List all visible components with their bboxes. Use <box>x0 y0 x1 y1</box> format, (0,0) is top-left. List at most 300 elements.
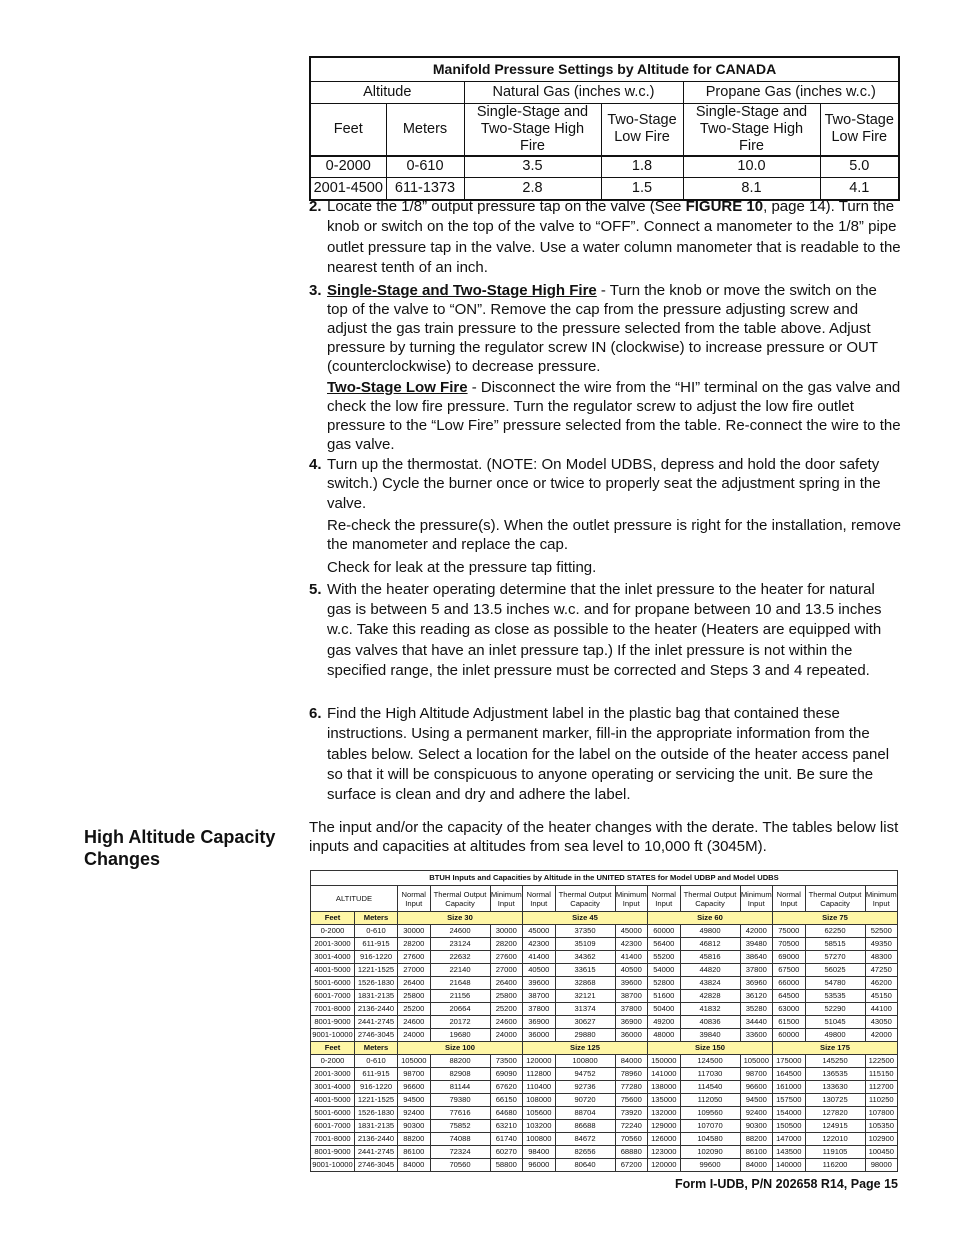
table-cell: 29880 <box>555 1029 615 1042</box>
table-cell: 916-1220 <box>355 951 398 964</box>
table-cell: 10.0 <box>683 156 820 178</box>
table-cell: 38700 <box>523 990 556 1003</box>
normal-input-header: Normal Input <box>773 886 806 912</box>
table-cell: 69090 <box>490 1068 523 1081</box>
table-cell: 24600 <box>430 925 490 938</box>
table-cell: 0-610 <box>355 1055 398 1068</box>
table-cell: 175000 <box>773 1055 806 1068</box>
step-text: - Turn the knob or move the switch on the top of the valve to “ON”. Remove the cap from the pressure adjusting screw and adjust the gas train pressure to the pressure selected from the table above. Adjust pressure by turning the regulator screw IN (clockwise) to increase pressure or OUT (counterclockwise) to decrease pressure. <box>327 282 878 375</box>
minimum-input-header: Minimum Input <box>740 886 773 912</box>
table-cell: 24000 <box>398 1029 431 1042</box>
table-cell: 28200 <box>490 938 523 951</box>
thermal-output-header: Thermal Output Capacity <box>805 886 865 912</box>
table-cell: 107800 <box>865 1107 898 1120</box>
table-cell: 42300 <box>523 938 556 951</box>
table-cell: 1221-1525 <box>355 1094 398 1107</box>
table-cell: 82656 <box>555 1146 615 1159</box>
table-cell: 51600 <box>648 990 681 1003</box>
table-cell: 96600 <box>398 1081 431 1094</box>
table-cell: 36960 <box>740 977 773 990</box>
step-number: 2. <box>309 198 322 215</box>
minimum-input-header: Minimum Input <box>615 886 648 912</box>
table-cell: 68880 <box>615 1146 648 1159</box>
normal-input-header: Normal Input <box>523 886 556 912</box>
table-cell: 161000 <box>773 1081 806 1094</box>
step-number: 4. <box>309 456 322 473</box>
table-cell: 88200 <box>398 1133 431 1146</box>
feet-header: Feet <box>311 1042 355 1055</box>
table-cell: 27000 <box>490 964 523 977</box>
section-intro: The input and/or the capacity of the heater changes with the derate. The tables below list inputs and capacities at altitudes from sea level to 10,000 ft (3045M). <box>309 819 899 855</box>
table-cell: 5.0 <box>820 156 899 178</box>
table-cell: 63000 <box>773 1003 806 1016</box>
table-cell: 136535 <box>805 1068 865 1081</box>
table-cell: 70560 <box>615 1133 648 1146</box>
size-label: Size 75 <box>773 912 898 925</box>
table-cell: 49800 <box>805 1029 865 1042</box>
table-cell: 26400 <box>490 977 523 990</box>
table-cell: 48000 <box>648 1029 681 1042</box>
step-text: , page 14). Turn the knob or switch on the top of the valve to “OFF”. Connect a manometer to the 1/8” pipe outlet pressure tap in the valve. Use a water column manometer that is readable to the nearest tenth of an inch. <box>327 198 901 276</box>
table-cell: 27600 <box>490 951 523 964</box>
table-cell: 24600 <box>398 1016 431 1029</box>
btuh-capacity-table <box>310 870 898 1172</box>
table-cell: 42828 <box>680 990 740 1003</box>
size-header-row <box>311 1042 898 1055</box>
size-label: Size 30 <box>398 912 523 925</box>
table-cell: 81144 <box>430 1081 490 1094</box>
canada-manifold-pressure-table <box>309 56 900 201</box>
step-number: 5. <box>309 581 322 598</box>
table-cell: 109560 <box>680 1107 740 1120</box>
table-row <box>311 1016 898 1029</box>
table-cell: 27000 <box>398 964 431 977</box>
table-cell: 50400 <box>648 1003 681 1016</box>
table-cell: 94500 <box>740 1094 773 1107</box>
table-cell: 104580 <box>680 1133 740 1146</box>
table-cell: 2001-3000 <box>311 1068 355 1081</box>
step-text: Turn up the thermostat. (NOTE: On Model UDBS, depress and hold the door safety switch.) Cycle the burner once or twice to properly seat the adjustment spring in the valve. <box>327 456 881 512</box>
table-cell: 115150 <box>865 1068 898 1081</box>
table-cell: 77616 <box>430 1107 490 1120</box>
table-cell: 120000 <box>523 1055 556 1068</box>
table-cell: 32121 <box>555 990 615 1003</box>
table-cell: 43050 <box>865 1016 898 1029</box>
table-cell: 37350 <box>555 925 615 938</box>
table-cell: 100800 <box>523 1133 556 1146</box>
table-row <box>311 1146 898 1159</box>
table-cell: 37800 <box>523 1003 556 1016</box>
table-cell: 112050 <box>680 1094 740 1107</box>
table-row <box>310 156 899 178</box>
table-cell: 25800 <box>398 990 431 1003</box>
step-text: Re-check the pressure(s). When the outlet pressure is right for the installation, remove the manometer and replace the cap. <box>327 516 901 553</box>
table-cell: 41400 <box>523 951 556 964</box>
table-cell: 27600 <box>398 951 431 964</box>
table-cell: 105600 <box>523 1107 556 1120</box>
table-cell: 82908 <box>430 1068 490 1081</box>
table-row <box>311 990 898 1003</box>
table-cell: 33600 <box>740 1029 773 1042</box>
table-cell: 100450 <box>865 1146 898 1159</box>
table-cell: 150500 <box>773 1120 806 1133</box>
table-cell: 611-915 <box>355 1068 398 1081</box>
table-cell: 23124 <box>430 938 490 951</box>
table-cell: 130725 <box>805 1094 865 1107</box>
table-cell: 36900 <box>523 1016 556 1029</box>
table-cell: 88200 <box>740 1133 773 1146</box>
size-header-row <box>311 912 898 925</box>
table-cell: 54780 <box>805 977 865 990</box>
table-cell: 42300 <box>615 938 648 951</box>
table-cell: 2001-3000 <box>311 938 355 951</box>
table-cell: 37800 <box>740 964 773 977</box>
thermal-output-header: Thermal Output Capacity <box>680 886 740 912</box>
size-label: Size 125 <box>523 1042 648 1055</box>
table-row <box>311 1120 898 1133</box>
table-cell: 77280 <box>615 1081 648 1094</box>
table-cell: 88200 <box>430 1055 490 1068</box>
table-cell: 154000 <box>773 1107 806 1120</box>
table-cell: 120000 <box>648 1159 681 1172</box>
table-cell: 86100 <box>740 1146 773 1159</box>
table-row <box>311 1133 898 1146</box>
two-stage-low-fire-heading: Two-Stage Low Fire <box>327 379 468 396</box>
table-cell: 49350 <box>865 938 898 951</box>
size-label: Size 45 <box>523 912 648 925</box>
table-cell: 116200 <box>805 1159 865 1172</box>
table-cell: 53535 <box>805 990 865 1003</box>
table-cell: 42000 <box>865 1029 898 1042</box>
table-cell: 44100 <box>865 1003 898 1016</box>
table-cell: 58800 <box>490 1159 523 1172</box>
table-cell: 52290 <box>805 1003 865 1016</box>
table-cell: 110250 <box>865 1094 898 1107</box>
table-cell: 47250 <box>865 964 898 977</box>
table-cell: 45150 <box>865 990 898 1003</box>
altitude-header: Altitude <box>310 81 464 103</box>
table-cell: 1526-1830 <box>355 977 398 990</box>
table-cell: 1831-2135 <box>355 990 398 1003</box>
size-label: Size 100 <box>398 1042 523 1055</box>
size-label: Size 60 <box>648 912 773 925</box>
feet-header: Feet <box>310 103 386 156</box>
table-cell: 45816 <box>680 951 740 964</box>
table-cell: 4001-5000 <box>311 1094 355 1107</box>
table-cell: 90300 <box>398 1120 431 1133</box>
table-cell: 75852 <box>430 1120 490 1133</box>
table-cell: 36000 <box>523 1029 556 1042</box>
table-cell: 3.5 <box>464 156 601 178</box>
table-cell: 34440 <box>740 1016 773 1029</box>
table-cell: 75000 <box>773 925 806 938</box>
table-cell: 30000 <box>490 925 523 938</box>
table-cell: 7001-8000 <box>311 1003 355 1016</box>
table-cell: 98700 <box>398 1068 431 1081</box>
table-cell: 61740 <box>490 1133 523 1146</box>
table-cell: 2746-3045 <box>355 1029 398 1042</box>
step-3 <box>309 281 901 454</box>
propane-gas-header: Propane Gas (inches w.c.) <box>683 81 899 103</box>
minimum-input-header: Minimum Input <box>865 886 898 912</box>
table-cell: 64680 <box>490 1107 523 1120</box>
table-row <box>311 938 898 951</box>
table-cell: 84000 <box>615 1055 648 1068</box>
table-cell: 60000 <box>773 1029 806 1042</box>
table-cell: 140000 <box>773 1159 806 1172</box>
table-cell: 107070 <box>680 1120 740 1133</box>
table-cell: 102090 <box>680 1146 740 1159</box>
table-cell: 22632 <box>430 951 490 964</box>
table-cell: 73500 <box>490 1055 523 1068</box>
table-cell: 32868 <box>555 977 615 990</box>
size-label: Size 150 <box>648 1042 773 1055</box>
table-cell: 0-610 <box>355 925 398 938</box>
table-cell: 62250 <box>805 925 865 938</box>
table-cell: 37800 <box>615 1003 648 1016</box>
table-cell: 138000 <box>648 1081 681 1094</box>
table-cell: 122010 <box>805 1133 865 1146</box>
table-cell: 60270 <box>490 1146 523 1159</box>
table-cell: 52500 <box>865 925 898 938</box>
table-cell: 35280 <box>740 1003 773 1016</box>
table-cell: 135000 <box>648 1094 681 1107</box>
table-cell: 2441-2745 <box>355 1016 398 1029</box>
table-cell: 1526-1830 <box>355 1107 398 1120</box>
step-text: Find the High Altitude Adjustment label in the plastic bag that contained these instructions. Using a permanent marker, fill-in the appropriate information from the tables below. Select a location for the label on the outside of the heater access panel so that it will be conspicuous to anyone operating or servicing the unit. Be sure the surface is clean and dry and adhere the label. <box>327 705 890 804</box>
table-cell: 2746-3045 <box>355 1159 398 1172</box>
step-2 <box>309 197 901 278</box>
table-cell: 24000 <box>490 1029 523 1042</box>
table-cell: 88704 <box>555 1107 615 1120</box>
lp-low-fire-header: Two-Stage Low Fire <box>820 103 899 156</box>
table-cell: 0-610 <box>386 156 464 178</box>
table-cell: 42000 <box>740 925 773 938</box>
table-cell: 2136-2440 <box>355 1133 398 1146</box>
table-cell: 55200 <box>648 951 681 964</box>
table-cell: 8.1 <box>683 178 820 200</box>
section-heading: High Altitude Capacity Changes <box>84 827 276 869</box>
table-cell: 96600 <box>740 1081 773 1094</box>
table-cell: 39600 <box>615 977 648 990</box>
table-cell: 132000 <box>648 1107 681 1120</box>
table-cell: 84000 <box>398 1159 431 1172</box>
table-cell: 20664 <box>430 1003 490 1016</box>
table-cell: 110400 <box>523 1081 556 1094</box>
single-stage-heading: Single-Stage and Two-Stage High Fire <box>327 282 597 299</box>
table-cell: 92736 <box>555 1081 615 1094</box>
ng-low-fire-header: Two-Stage Low Fire <box>601 103 683 156</box>
thermal-output-header: Thermal Output Capacity <box>555 886 615 912</box>
table-cell: 69000 <box>773 951 806 964</box>
table-cell: 40500 <box>523 964 556 977</box>
table-cell: 916-1220 <box>355 1081 398 1094</box>
normal-input-header: Normal Input <box>398 886 431 912</box>
table-cell: 72324 <box>430 1146 490 1159</box>
table-cell: 84000 <box>740 1159 773 1172</box>
table-cell: 105000 <box>398 1055 431 1068</box>
table-cell: 143500 <box>773 1146 806 1159</box>
table-cell: 5001-6000 <box>311 1107 355 1120</box>
table-cell: 28200 <box>398 938 431 951</box>
table-cell: 98700 <box>740 1068 773 1081</box>
table-cell: 38640 <box>740 951 773 964</box>
table-cell: 54000 <box>648 964 681 977</box>
table-cell: 86688 <box>555 1120 615 1133</box>
step-text: Check for leak at the pressure tap fitting. <box>327 558 597 576</box>
table-cell: 9001-10000 <box>311 1029 355 1042</box>
table-cell: 0-2000 <box>310 156 386 178</box>
step-text: - Disconnect the wire from the “HI” terminal on the gas valve and check the low fire pressure. Turn the regulator screw to adjust the low fire outlet pressure to the “Low Fire” pressure selected from the table. Re-connect the wire to the gas valve. <box>327 379 901 453</box>
table-cell: 36900 <box>615 1016 648 1029</box>
table-cell: 46812 <box>680 938 740 951</box>
table-cell: 67200 <box>615 1159 648 1172</box>
table-cell: 611-1373 <box>386 178 464 200</box>
table-cell: 119105 <box>805 1146 865 1159</box>
table-cell: 41832 <box>680 1003 740 1016</box>
table-cell: 57270 <box>805 951 865 964</box>
table-cell: 25200 <box>398 1003 431 1016</box>
table-cell: 5001-6000 <box>311 977 355 990</box>
table-cell: 3001-4000 <box>311 951 355 964</box>
table-cell: 157500 <box>773 1094 806 1107</box>
table-cell: 86100 <box>398 1146 431 1159</box>
table-cell: 105000 <box>740 1055 773 1068</box>
table-cell: 150000 <box>648 1055 681 1068</box>
table-cell: 133630 <box>805 1081 865 1094</box>
table-cell: 70500 <box>773 938 806 951</box>
table-cell: 9001-10000 <box>311 1159 355 1172</box>
table-cell: 46200 <box>865 977 898 990</box>
natural-gas-header: Natural Gas (inches w.c.) <box>464 81 683 103</box>
altitude-header: ALTITUDE <box>311 886 398 912</box>
table-cell: 60000 <box>648 925 681 938</box>
table-cell: 58515 <box>805 938 865 951</box>
table-cell: 108000 <box>523 1094 556 1107</box>
table-cell: 145250 <box>805 1055 865 1068</box>
table-cell: 117030 <box>680 1068 740 1081</box>
table-cell: 2.8 <box>464 178 601 200</box>
table-cell: 78960 <box>615 1068 648 1081</box>
table-row <box>311 1055 898 1068</box>
table-cell: 96000 <box>523 1159 556 1172</box>
table-row <box>311 1003 898 1016</box>
table-row <box>311 1081 898 1094</box>
table-cell: 100800 <box>555 1055 615 1068</box>
table-cell: 35109 <box>555 938 615 951</box>
table-cell: 56400 <box>648 938 681 951</box>
table-cell: 4.1 <box>820 178 899 200</box>
table-cell: 1831-2135 <box>355 1120 398 1133</box>
lp-high-fire-header: Single-Stage and Two-Stage High Fire <box>683 103 820 156</box>
table-row <box>311 1159 898 1172</box>
table-cell: 36000 <box>615 1029 648 1042</box>
table-cell: 30000 <box>398 925 431 938</box>
step-text: With the heater operating determine that the inlet pressure to the heater for natural gas is between 5 and 13.5 inches w.c. and for propane between 10 and 13.5 inches w.c. Take this reading as close as possible to the heater (Heaters are equipped with gas valves that have an inlet pressure tap.) If the inlet pressure is not within the specified range, the inlet pressure must be corrected and Steps 3 and 4 repeated. <box>327 581 882 679</box>
meters-header: Meters <box>355 912 398 925</box>
table-cell: 1.8 <box>601 156 683 178</box>
table-cell: 99600 <box>680 1159 740 1172</box>
table-cell: 123000 <box>648 1146 681 1159</box>
page-footer: Form I-UDB, P/N 202658 R14, Page 15 <box>674 1177 898 1191</box>
table-cell: 72240 <box>615 1120 648 1133</box>
ng-high-fire-header: Single-Stage and Two-Stage High Fire <box>464 103 601 156</box>
step-4 <box>309 455 901 577</box>
table-cell: 26400 <box>398 977 431 990</box>
table-cell: 1.5 <box>601 178 683 200</box>
table-cell: 44820 <box>680 964 740 977</box>
table-row <box>311 925 898 938</box>
table-cell: 105350 <box>865 1120 898 1133</box>
thermal-output-header: Thermal Output Capacity <box>430 886 490 912</box>
table-cell: 2136-2440 <box>355 1003 398 1016</box>
table-cell: 67620 <box>490 1081 523 1094</box>
table-cell: 2441-2745 <box>355 1146 398 1159</box>
table-cell: 73920 <box>615 1107 648 1120</box>
table-cell: 40500 <box>615 964 648 977</box>
table-cell: 34362 <box>555 951 615 964</box>
table-cell: 7001-8000 <box>311 1133 355 1146</box>
table-cell: 122500 <box>865 1055 898 1068</box>
table-cell: 1221-1525 <box>355 964 398 977</box>
table-cell: 67500 <box>773 964 806 977</box>
table-cell: 126000 <box>648 1133 681 1146</box>
table-cell: 92400 <box>398 1107 431 1120</box>
normal-input-header: Normal Input <box>648 886 681 912</box>
table-cell: 64500 <box>773 990 806 1003</box>
table-cell: 20172 <box>430 1016 490 1029</box>
table-cell: 103200 <box>523 1120 556 1133</box>
table-cell: 98400 <box>523 1146 556 1159</box>
table-cell: 48300 <box>865 951 898 964</box>
step-5 <box>309 580 901 681</box>
table-cell: 124915 <box>805 1120 865 1133</box>
table-cell: 141000 <box>648 1068 681 1081</box>
step-text: Locate the 1/8” output pressure tap on the valve (See <box>327 198 686 215</box>
table-cell: 94500 <box>398 1094 431 1107</box>
table-cell: 75600 <box>615 1094 648 1107</box>
table-cell: 6001-7000 <box>311 1120 355 1133</box>
table-cell: 63210 <box>490 1120 523 1133</box>
table-cell: 24600 <box>490 1016 523 1029</box>
table-cell: 79380 <box>430 1094 490 1107</box>
table-cell: 74088 <box>430 1133 490 1146</box>
table-row <box>311 1068 898 1081</box>
step-number: 6. <box>309 705 322 722</box>
table-cell: 33615 <box>555 964 615 977</box>
table-cell: 0-2000 <box>311 1055 355 1068</box>
table-cell: 40836 <box>680 1016 740 1029</box>
table-cell: 41400 <box>615 951 648 964</box>
table-cell: 90720 <box>555 1094 615 1107</box>
table-row <box>311 1107 898 1120</box>
table-cell: 25200 <box>490 1003 523 1016</box>
table-title: Manifold Pressure Settings by Altitude for CANADA <box>310 57 899 81</box>
table-cell: 45000 <box>615 925 648 938</box>
meters-header: Meters <box>355 1042 398 1055</box>
table-cell: 38700 <box>615 990 648 1003</box>
table-cell: 51045 <box>805 1016 865 1029</box>
table-cell: 80640 <box>555 1159 615 1172</box>
table-cell: 611-915 <box>355 938 398 951</box>
table-cell: 52800 <box>648 977 681 990</box>
table-cell: 94752 <box>555 1068 615 1081</box>
minimum-input-header: Minimum Input <box>490 886 523 912</box>
table-cell: 66150 <box>490 1094 523 1107</box>
table-cell: 112700 <box>865 1081 898 1094</box>
table-cell: 36120 <box>740 990 773 1003</box>
table-cell: 129000 <box>648 1120 681 1133</box>
